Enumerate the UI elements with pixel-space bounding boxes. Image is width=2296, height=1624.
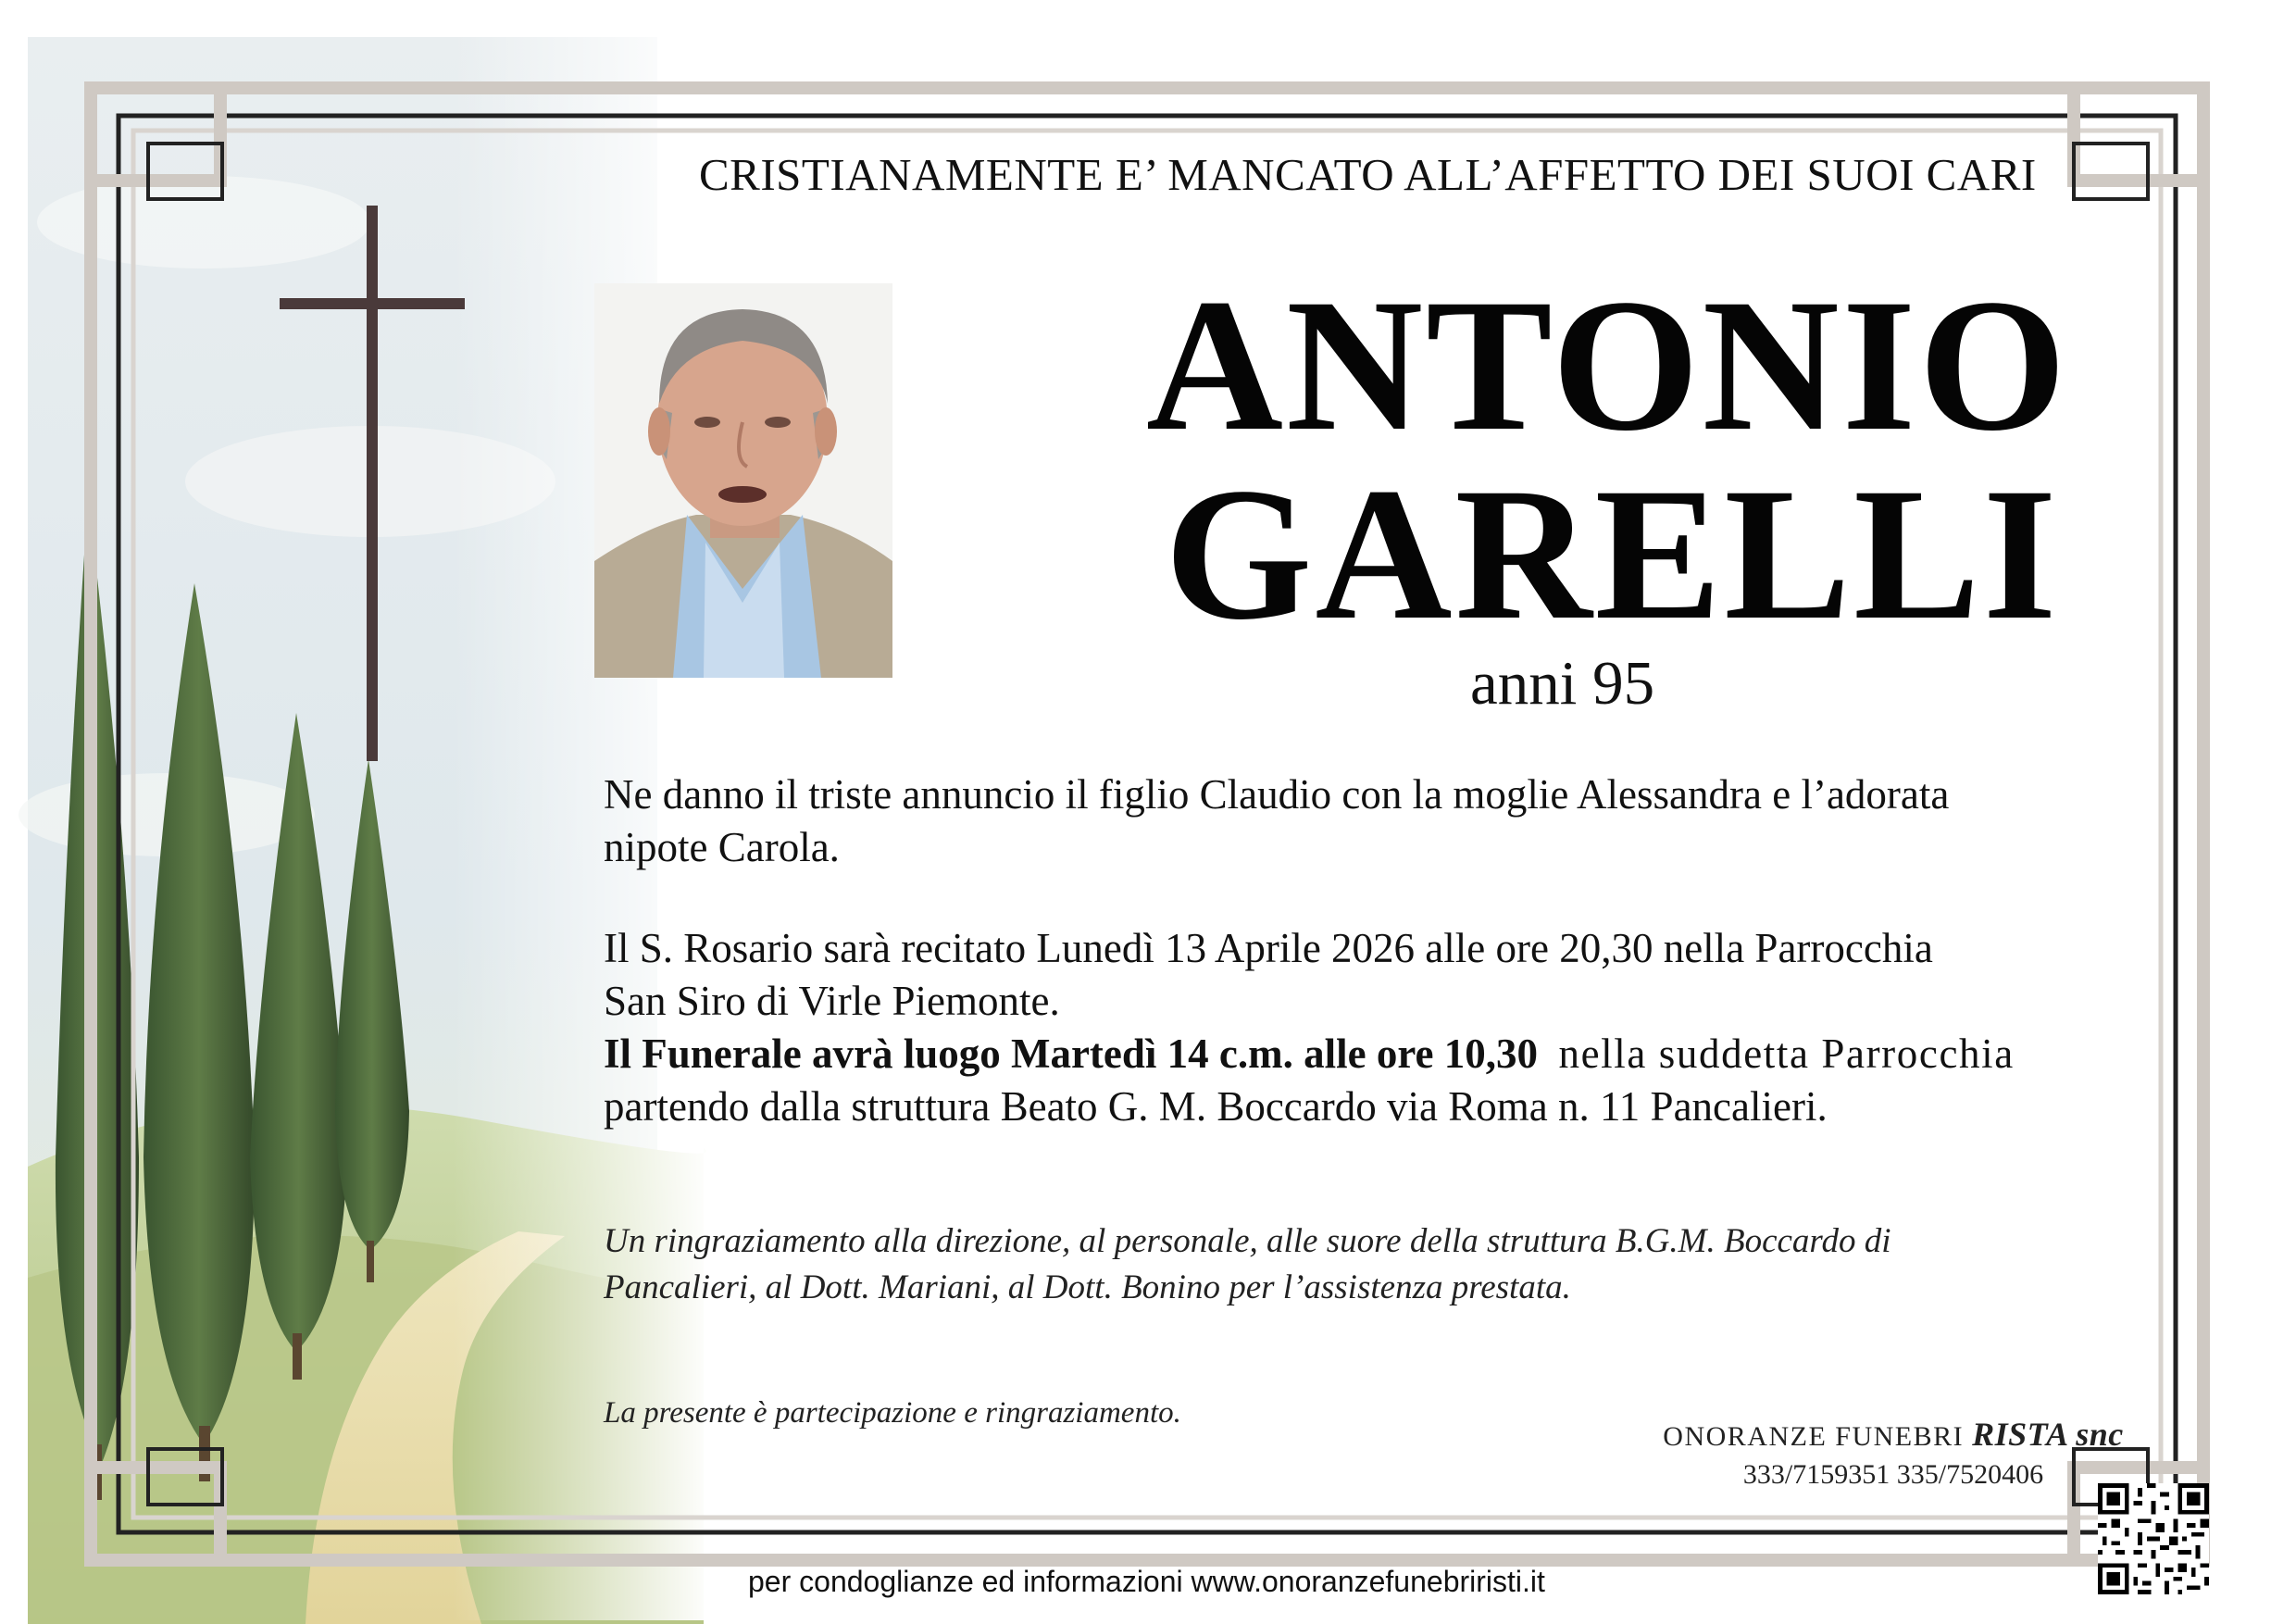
portrait-photo	[594, 283, 892, 678]
agency-name: RISTA snc	[1972, 1416, 2124, 1453]
funeral-agency	[1657, 1415, 2129, 1491]
closing-note: La presente è partecipazione e ringraziamento.	[604, 1396, 1181, 1430]
rosary-line: San Siro di Virle Piemonte.	[604, 978, 1060, 1024]
qr-code[interactable]	[2098, 1483, 2209, 1594]
funeral-location: nella suddetta Parrocchia	[1558, 1031, 2015, 1077]
footer-contact: per condoglianze ed informazioni www.onoranzefunebriristi.it	[748, 1565, 1545, 1598]
thanks-line: Un ringraziamento alla direzione, al personale, alle suore della struttura B.G.M. Boccardo di	[604, 1222, 1891, 1260]
deceased-last-name: GARELLI	[1165, 449, 2060, 659]
deceased-first-name: ANTONIO	[1146, 260, 2069, 470]
thanks-paragraph	[604, 1218, 1890, 1311]
funeral-line: partendo dalla struttura Beato G. M. Boccardo via Roma n. 11 Pancalieri.	[604, 1083, 1828, 1130]
announcement-line: nipote Carola.	[604, 824, 840, 870]
intro-heading: CRISTIANAMENTE E’ MANCATO ALL’AFFETTO DEI SUOI CARI	[699, 149, 2037, 200]
agency-name-line	[1657, 1415, 2129, 1454]
ceremony-paragraph	[604, 922, 2015, 1133]
deceased-age: anni 95	[1470, 649, 1655, 718]
funeral-line	[604, 1028, 2015, 1081]
rosary-line: Il S. Rosario sarà recitato Lunedì 13 Aprile 2026 alle ore 20,30 nella Parrocchia	[604, 925, 1933, 971]
funeral-time: Il Funerale avrà luogo Martedì 14 c.m. alle ore 10,30	[604, 1031, 1538, 1077]
announcement-paragraph	[604, 768, 1949, 874]
agency-prefix: ONORANZE FUNEBRI	[1663, 1421, 1965, 1452]
thanks-line: Pancalieri, al Dott. Mariani, al Dott. Bonino per l’assistenza prestata.	[604, 1268, 1571, 1306]
agency-phones: 333/7159351 335/7520406	[1742, 1459, 2044, 1490]
announcement-line: Ne danno il triste annuncio il figlio Claudio con la moglie Alessandra e l’adorata	[604, 771, 1950, 818]
